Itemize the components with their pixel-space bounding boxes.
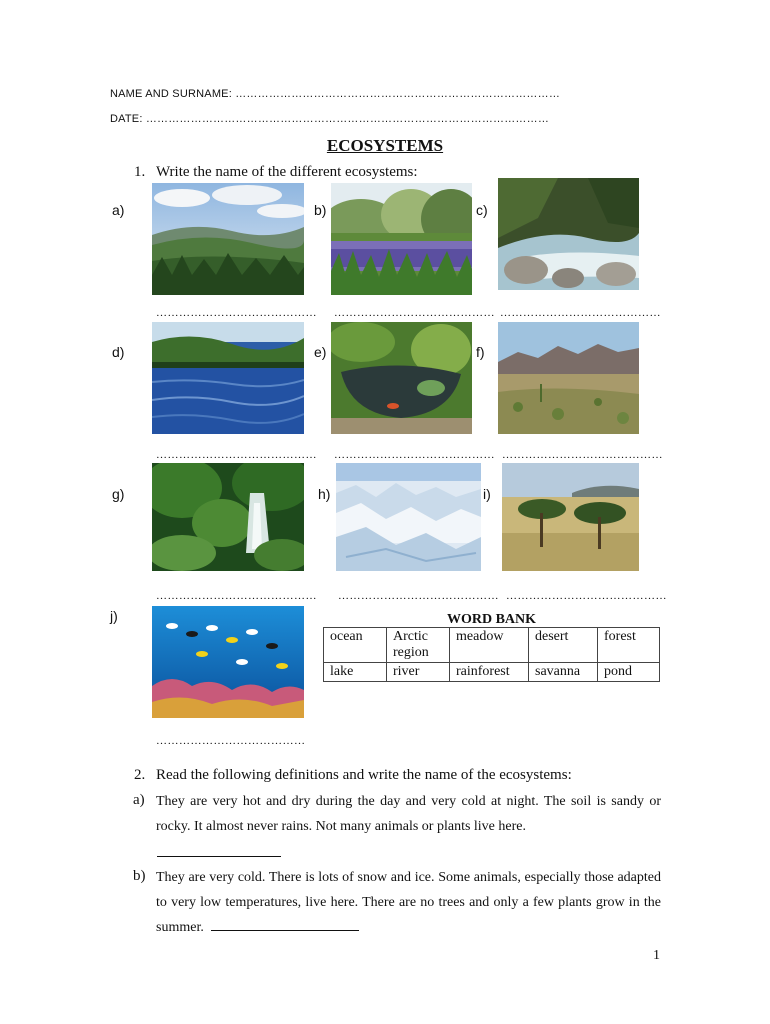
photo-arctic <box>336 463 481 571</box>
definition-b-text: They are very cold. There is lots of snow and ice. Some animals, especially those adapted to very low temperatures, live here. There are no trees and only a few plants grow in the summer. <box>156 870 661 935</box>
photo-ocean <box>152 606 304 718</box>
page-number: 1 <box>653 948 660 963</box>
word-bank-cell: meadow <box>450 628 529 663</box>
photo-rainforest <box>152 463 304 571</box>
word-bank-cell: Arctic region <box>387 628 450 663</box>
answer-line-h: …………………………………… <box>338 590 499 602</box>
answer-line-e: …………………………………… <box>334 449 495 461</box>
answer-blank-b[interactable] <box>211 916 359 931</box>
label-d: d) <box>112 344 125 360</box>
question-1-number: 1. <box>134 164 146 180</box>
word-bank-cell: desert <box>529 628 598 663</box>
label-a: a) <box>112 202 125 218</box>
word-bank-cell: pond <box>598 663 660 682</box>
photo-savanna <box>502 463 639 571</box>
answer-line-f: …………………………………… <box>502 449 663 461</box>
answer-line-c: …………………………………… <box>500 307 661 319</box>
word-bank-table <box>323 627 660 682</box>
word-bank-title: WORD BANK <box>446 612 537 627</box>
answer-blank-a[interactable] <box>157 842 281 857</box>
definition-b-label: b) <box>133 868 146 884</box>
photo-desert <box>498 322 639 434</box>
definition-b <box>156 865 661 940</box>
word-bank-cell: lake <box>324 663 387 682</box>
question-2-number: 2. <box>134 767 146 783</box>
label-i: i) <box>483 486 491 502</box>
word-bank-row <box>324 628 660 663</box>
definition-a <box>156 789 661 839</box>
answer-line-b: …………………………………… <box>334 307 495 319</box>
definition-a-label: a) <box>133 792 145 808</box>
label-e: e) <box>314 344 327 360</box>
label-c: c) <box>476 202 488 218</box>
word-bank-row <box>324 663 660 682</box>
word-bank-cell: savanna <box>529 663 598 682</box>
definition-a-text: They are very hot and dry during the day and very cold at night. The soil is sandy or rocky. It almost never rains. Not many animals or plants live here. <box>156 794 661 834</box>
photo-lake <box>152 322 304 434</box>
photo-forest <box>152 183 304 295</box>
label-f: f) <box>476 344 485 360</box>
label-b: b) <box>314 202 327 218</box>
question-1-text: Write the name of the different ecosystems: <box>156 164 418 180</box>
photo-meadow <box>331 183 472 295</box>
answer-line-d: …………………………………… <box>156 449 317 461</box>
word-bank-cell: rainforest <box>450 663 529 682</box>
label-h: h) <box>318 486 331 502</box>
word-bank-cell: river <box>387 663 450 682</box>
name-surname-line: NAME AND SURNAME: …………………………………………………………………………… <box>110 88 561 100</box>
word-bank-cell: forest <box>598 628 660 663</box>
question-2-text: Read the following definitions and write the name of the ecosystems: <box>156 767 572 783</box>
label-g: g) <box>112 486 125 502</box>
answer-line-i: …………………………………… <box>506 590 667 602</box>
word-bank-cell: ocean <box>324 628 387 663</box>
photo-river <box>498 178 639 290</box>
answer-line-a: …………………………………… <box>156 307 317 319</box>
photo-pond <box>331 322 472 434</box>
label-j: j) <box>110 608 118 624</box>
answer-line-j: ………………………………… <box>156 735 306 747</box>
answer-line-g: …………………………………… <box>156 590 317 602</box>
date-line: DATE: ……………………………………………………………………………………………… <box>110 113 550 125</box>
page-title: ECOSYSTEMS <box>326 136 444 155</box>
